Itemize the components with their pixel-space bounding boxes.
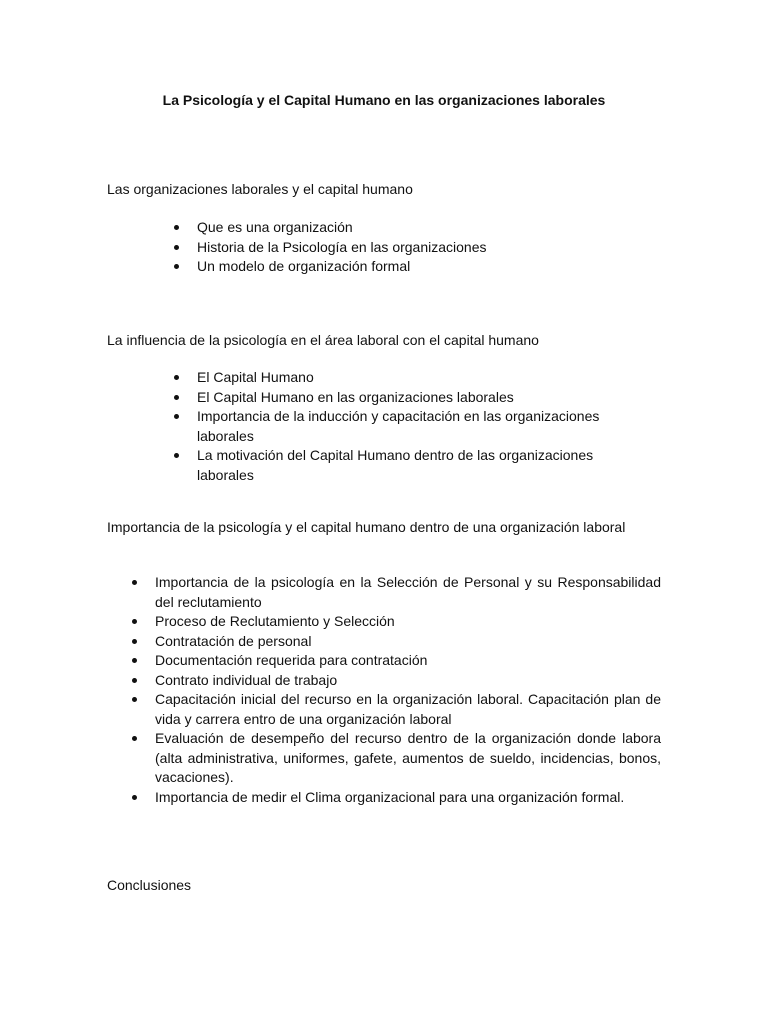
list-item: Contratación de personal xyxy=(155,632,661,652)
list-item: Importancia de la psicología en la Selección de Personal y su Responsabilidad del reclutamiento xyxy=(155,573,661,612)
section-list-importancia xyxy=(155,573,661,807)
list-item: Un modelo de organización formal xyxy=(197,257,637,277)
list-item: Importancia de la inducción y capacitación en las organizaciones laborales xyxy=(197,407,637,446)
list-item: El Capital Humano en las organizaciones laborales xyxy=(197,388,637,408)
section-list-influencia xyxy=(197,368,637,485)
list-item: Proceso de Reclutamiento y Selección xyxy=(155,612,661,632)
list-item: Que es una organización xyxy=(197,218,637,238)
list-item: Capacitación inicial del recurso en la organización laboral. Capacitación plan de vida y carrera entro de una organización laboral xyxy=(155,690,661,729)
list-item: La motivación del Capital Humano dentro de las organizaciones laborales xyxy=(197,446,637,485)
list-item: Documentación requerida para contratación xyxy=(155,651,661,671)
list-item: Historia de la Psicología en las organizaciones xyxy=(197,238,637,258)
list-item: El Capital Humano xyxy=(197,368,637,388)
list-item: Evaluación de desempeño del recurso dentro de la organización donde labora (alta administrativa, uniformes, gafete, aumentos de sueldo, incidencias, bonos, vacaciones). xyxy=(155,729,661,788)
section-heading-conclusiones: Conclusiones xyxy=(107,877,192,893)
list-item: Importancia de medir el Clima organizacional para una organización formal. xyxy=(155,788,661,808)
section-heading-influencia: La influencia de la psicología en el área laboral con el capital humano xyxy=(107,332,539,348)
section-list-organizaciones xyxy=(197,218,637,277)
list-item: Contrato individual de trabajo xyxy=(155,671,661,691)
section-heading-importancia: Importancia de la psicología y el capital humano dentro de una organización laboral xyxy=(107,519,626,535)
document-title: La Psicología y el Capital Humano en las organizaciones laborales xyxy=(162,92,606,108)
section-heading-organizaciones: Las organizaciones laborales y el capital humano xyxy=(107,181,413,197)
